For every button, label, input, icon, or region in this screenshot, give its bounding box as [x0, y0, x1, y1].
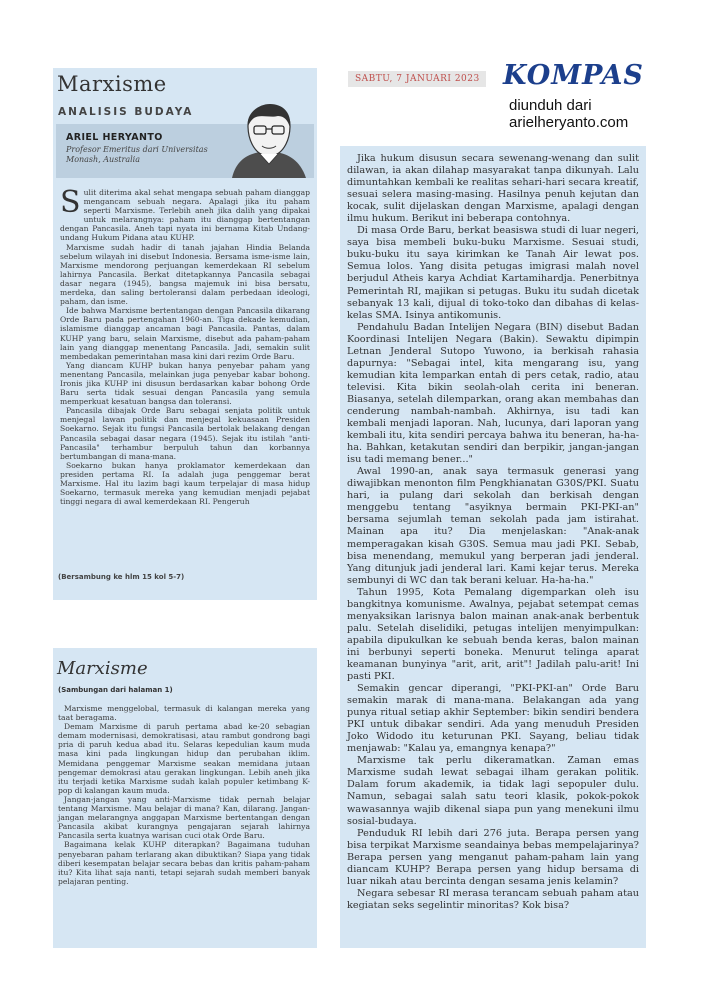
dropcap: S: [60, 185, 81, 220]
publication-date: SABTU, 7 JANUARI 2023: [355, 74, 480, 84]
continue-note: (Bersambung ke hlm 15 kol 5-7): [58, 573, 185, 581]
paragraph: Semakin gencar diperangi, "PKI-PKI-an" Orde Baru semakin marak di mana-mana. Belakangan ada yang punya ritual setiap akhir September: bikin sendiri bendera PKI untuk dibakar sendiri. Ada yang menuduh Presiden Joko Widodo itu keturunan PKI. Sayang, beliau tidak menjawab: "Kalau ya, emangnya kenapa?": [347, 683, 639, 755]
paragraph: Penduduk RI lebih dari 276 juta. Berapa persen yang bisa terpikat Marxisme seandainya bebas mempelajarinya? Berapa persen yang menganut paham-paham lain yang diancam KUHP? Berapa persen yang hidup bersama di luar nikah atau bercinta dengan sesama jenis kelamin?: [347, 827, 639, 887]
paragraph: Ide bahwa Marxisme bertentangan dengan Pancasila dikarang Orde Baru pada pertengahan 1960-an. Tiga dekade kemudian, islamisme dianggap ancaman bagi Pancasila. Pantas, dalam KUHP yang baru, selain Marxisme, disebut ada paham-paham lain yang dianggap menentang Pancasila. Jadi, semakin sulit membedakan pemerintahan masa kini dari rezim Orde Baru.: [60, 306, 310, 361]
column-body-bottom: [58, 704, 310, 886]
column-rubric: ANALISIS BUDAYA: [58, 106, 194, 118]
paragraph: Marxisme sudah hadir di tanah jajahan Hindia Belanda sebelum wilayah ini disebut Indonesia. Bersama isme-isme lain, Marxisme mendorong perjuangan kemerdekaan RI sebelum lahirnya Pancasila. Berkat ditetapkannya Pancasila sebagai dasar negara (1945), bangsa majemuk ini bisa bersatu, merdeka, dan saling bertoleransi dalam perbedaan ideologi, paham, dan isme.: [60, 242, 310, 307]
continuation-note: (Sambungan dari halaman 1): [58, 686, 173, 694]
column-body-right: [347, 153, 639, 912]
column-title: Marxisme: [57, 72, 167, 96]
newspaper-brand: KOMPAS: [503, 60, 644, 91]
paragraph: Bagaimana kelak KUHP diterapkan? Bagaimana tuduhan penyebaran paham terlarang akan dibuktikan? Siapa yang tidak diberi kesempatan belajar secara bebas dan kritis paham-paham itu? Kita lihat saja nanti, tetapi sejarah sudah memberi banyak pelajaran penting.: [58, 840, 310, 886]
source-note: diunduh dari arielheryanto.com: [509, 97, 629, 131]
paragraph: Demam Marxisme di paruh pertama abad ke-20 sebagian demam modernisasi, demokratisasi, atau rambut gondrong bagi pria di paruh kedua abad itu. Selaras kepedulian kaum muda masa kini pada lingkungan hidup dan perubahan iklim. Memidana penggemar Marxisme seakan memidana jutaan pengemar demokrasi atau gerakan lingkungan. Lebih aneh jika itu terjadi ketika Marxisme sudah kalah populer ketimbang K-pop di kalangan kaum muda.: [58, 722, 310, 795]
paragraph: Marxisme tak perlu dikeramatkan. Zaman emas Marxisme sudah lewat sebagai ilham gerakan politik. Dalam forum akademik, ia tidak lagi sepopuler dulu. Namun, sebagai salah satu teori klasik, pokok-pokok wawasannya wajib dikenal siapa pun yang menekuni ilmu sosial-budaya.: [347, 755, 639, 827]
paragraph: Jangan-jangan yang anti-Marxisme tidak pernah belajar tentang Marxisme. Mau belajar di mana? Kan, dilarang. Jangan-jangan melarangnya anggapan Marxisme bertentangan dengan Pancasila akibat kurangnya pengajaran sejarah lahirnya Pancasila serta kuatnya warisan cuci otak Orde Baru.: [58, 794, 310, 841]
continuation-title: Marxisme: [57, 658, 148, 679]
paragraph: Negara sebesar RI merasa terancam sebuah paham atau kegiatan seks segelintir minoritas? Kok bisa?: [347, 887, 639, 911]
author-name: ARIEL HERYANTO: [66, 132, 163, 143]
paragraph: Awal 1990-an, anak saya termasuk generasi yang diwajibkan menonton film Pengkhianatan G30S/PKI. Suatu hari, ia pulang dari sekolah dan berkisah dengan menggebu tentang "asyiknya bermain PKI-PKI-an" bersama sejumlah teman sekolah pada jam istirahat. Mainan apa itu? Dia menjelaskan: "Anak-anak memperagakan kisah G30S. Semua mau jadi PKI. Sebab, bisa menendang, memukul yang berperan jadi jenderal. Yang ditunjuk jadi jenderal lari. Kami kejar terus. Mereka sembunyi di WC dan tak berani keluar. Ha-ha-ha.": [347, 466, 639, 586]
paragraph: ulit diterima akal sehat mengapa sebuah paham dianggap mengancam sebuah negara. Apalagi jika itu paham seperti Marxisme. Terlebih aneh jika dalih yang dipakai untuk melarangnya: paham itu dianggap bertentangan dengan Pancasila. Aneh tapi nyata ini bernama Kitab Undang-undang Hukum Pidana atau KUHP.: [60, 188, 310, 243]
paragraph: Soekarno bukan hanya proklamator kemerdekaan dan presiden pertama RI. Ia adalah juga penggemar berat Marxisme. Hal itu lazim bagi kaum terpelajar di masa hidup Soekarno, termasuk mereka yang kemudian menjadi pejabat tinggi negara di awal kemerdekaan RI. Pengeruh: [60, 460, 310, 507]
author-role: Profesor Emeritus dari Universitas Monash, Australia: [66, 145, 208, 164]
paragraph: Di masa Orde Baru, berkat beasiswa studi di luar negeri, saya bisa membeli buku-buku Marxisme. Sesuai studi, buku-buku itu saya kirimkan ke Tanah Air lewat pos. Semua lolos. Yang disita petugas imigrasi malah novel berjudul Atheis karya Achdiat Kartamihardja. Penerbitnya Pemerintah RI, majikan si petugas. Buku itu sudah dicetak sebanyak 13 kali, dijual di toko-toko dan dibahas di kelas-kelas SMA. Isinya antikomunis.: [347, 225, 639, 321]
paragraph: Pendahulu Badan Intelijen Negara (BIN) disebut Badan Koordinasi Intelijen Negara (Bakin). Sewaktu dipimpin Letnan Jenderal Sutopo Yuwono, ia berkisah rahasia dapurnya: "Sebagai intel, kita mengarang isu, yang kemudian kita lemparkan entah di pers cetak, radio, atau televisi. Kita bikin seolah-olah cerita ini beneran. Biasanya, setelah dilemparkan, orang akan membahas dan cenderung nambah-nambah. Akhirnya, isu tadi kan kembali menjadi laporan. Nah, lucunya, dari laporan yang kembali itu, kita sendiri percaya bahwa itu beneran, ha-ha-ha. Bahkan, ketakutan sendiri dan berpikir, jangan-jangan isu tadi memang bener...": [347, 321, 639, 466]
paragraph: Yang diancam KUHP bukan hanya penyebar paham yang menentang Pancasila, melainkan juga penyebar kabar bohong. Ironis jika KUHP ini disusun berdasarkan kabar bohong Orde Baru serta tidak sesuai dengan Pancasila yang semula memperkuat kesatuan bangsa dan toleransi.: [60, 360, 310, 407]
author-portrait-illustration: [226, 104, 310, 178]
paragraph: Marxisme menggelobal, termasuk di kalangan mereka yang taat beragama.: [58, 704, 310, 723]
paragraph: Jika hukum disusun secara sewenang-wenang dan sulit dilawan, ia akan dilahap masyarakat tanpa dikunyah. Lalu dimuntahkan kembali ke realitas sehari-hari secara kreatif, sesuai selera masing-masing. Hasilnya penuh kejutan dan kocak, sulit dijelaskan dengan Marxisme, apalagi dengan ilmu hukum. Berikut ini beberapa contohnya.: [347, 153, 639, 225]
paragraph: Pancasila dibajak Orde Baru sebagai senjata politik untuk menjegal lawan politik dan menjegal kekuasaan Presiden Soekarno. Sejak itu fungsi Pancasila bertolak belakang dengan Pancasila sebagai dasar negara (1945). Sejak itu istilah "anti-Pancasila" terhambur berpuluh tahun dan korbannya bertumbangan di mana-mana.: [60, 406, 310, 461]
column-body-top: [60, 185, 310, 507]
paragraph: Tahun 1995, Kota Pemalang digemparkan oleh isu bangkitnya komunisme. Awalnya, pejabat setempat cemas menyaksikan larisnya balon mainan anak-anak berbentuk palu. Setelah diselidiki, petugas intelijen menyimpulkan: apabila dipukulkan ke sebuah benda keras, balon mainan ini berbunyi seperti boneka. Menurut telinga aparat keamanan bunyinya "arit, arit, arit"! Jadilah palu-arit! Ini pasti PKI.: [347, 586, 639, 683]
